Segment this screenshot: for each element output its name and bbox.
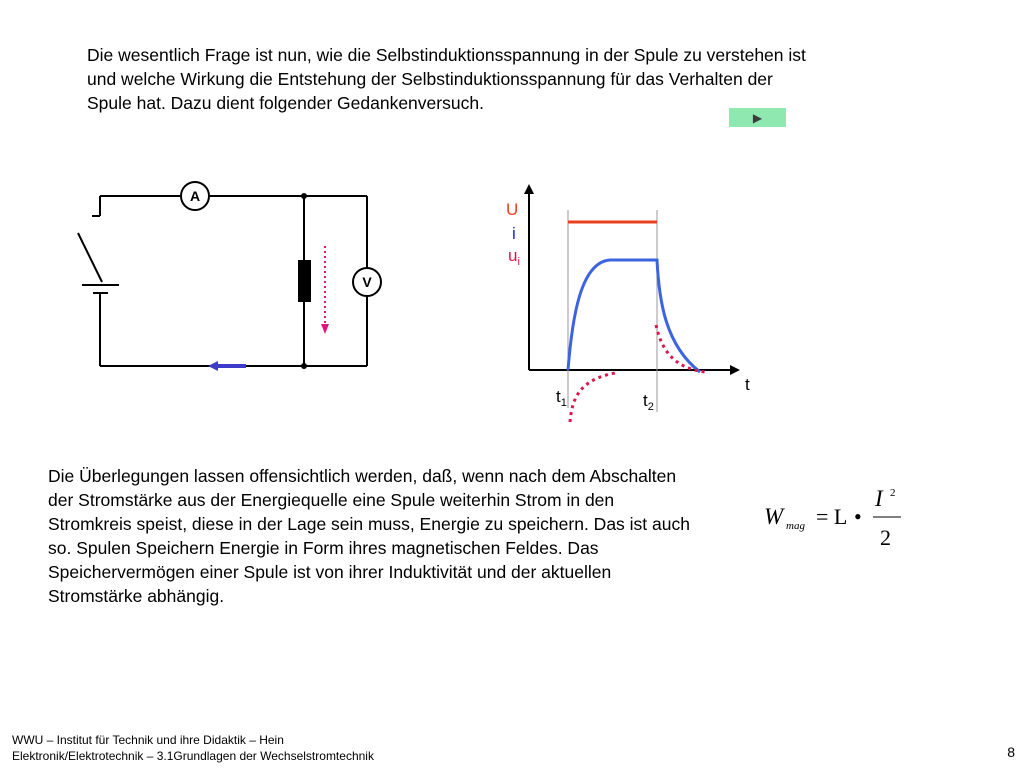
energy-formula bbox=[760, 482, 910, 552]
footer-line2: Elektronik/Elektrotechnik – 3.1Grundlagen der Wechselstromtechnik bbox=[12, 749, 374, 763]
formula-W: W bbox=[764, 504, 784, 529]
play-icon: ▶ bbox=[752, 110, 763, 125]
label-t1: $t_1$ bbox=[556, 387, 567, 409]
intro-paragraph: Die wesentlich Frage ist nun, wie die Selbstinduktionsspannung in der Spule zu verstehen ist und welche Wirkung die Entstehung der Selbstinduktionsspannung für das Verhalten der Spule hat. Dazu dient folgender Gedankenversuch. bbox=[87, 45, 806, 113]
current-curve bbox=[568, 260, 700, 372]
formula-denom: 2 bbox=[880, 525, 891, 550]
footer-line1: WWU – Institut für Technik und ihre Didaktik – Hein bbox=[12, 733, 284, 747]
induced-voltage-curve-off bbox=[656, 325, 705, 372]
page-number: 8 bbox=[1007, 744, 1015, 760]
induced-voltage-curve-on bbox=[570, 373, 615, 422]
footer bbox=[12, 732, 374, 764]
formula-equals: = L bbox=[816, 504, 848, 529]
label-U: U bbox=[506, 200, 519, 219]
formula-exp: 2 bbox=[890, 487, 896, 499]
label-t: t bbox=[745, 375, 750, 394]
label-t2: $t_2$ bbox=[643, 391, 654, 413]
ammeter-label: A bbox=[189, 188, 201, 204]
formula-dot: • bbox=[854, 504, 862, 529]
label-i: i bbox=[512, 224, 516, 243]
body-paragraph: Die Überlegungen lassen offensichtlich werden, daß, wenn nach dem Abschalten der Stromstärke aus der Energiequelle eine Spule weiterhin Strom in den Stromkreis speist, diese in der Lage sein muss, Energie zu speichern. Das ist auch so. Spulen Speichern Energie in Form ihres magnetischen Feldes. Das Speichervermögen einer Spule ist von ihrer Induktivität und der aktuellen Stromstärke abhängig. bbox=[48, 466, 690, 606]
label-ui: $u_i$ bbox=[508, 246, 520, 268]
formula-sub: mag bbox=[786, 520, 805, 532]
voltmeter-label: V bbox=[362, 274, 372, 290]
formula-I: I bbox=[875, 486, 883, 511]
